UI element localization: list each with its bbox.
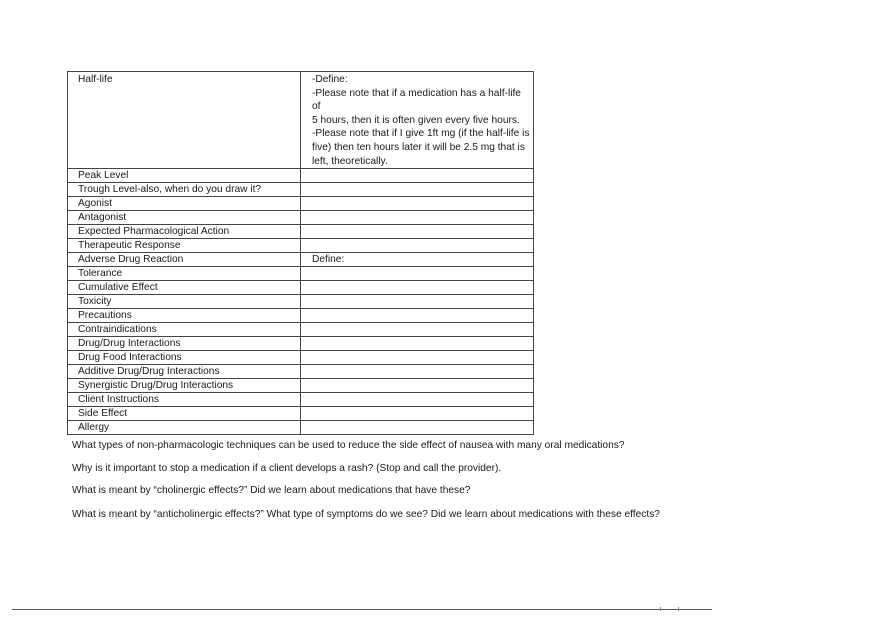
term-label: Synergistic Drug/Drug Interactions [78, 380, 234, 392]
term-cell [68, 211, 301, 225]
definition-text: Define: [312, 254, 345, 266]
table-row [68, 183, 534, 197]
definition-cell [301, 379, 534, 393]
definition-cell [301, 72, 534, 169]
term-cell [68, 253, 301, 267]
question-rash: Why is it important to stop a medication if a client develops a rash? (Stop and call the provider). [72, 463, 502, 474]
footer-divider-tick [678, 607, 679, 611]
term-cell [68, 225, 301, 239]
term-cell [68, 183, 301, 197]
term-cell [68, 239, 301, 253]
table-row [68, 407, 534, 421]
definition-line: -Define: [312, 74, 348, 85]
definition-cell [301, 239, 534, 253]
definition-cell [301, 393, 534, 407]
table-row [68, 267, 534, 281]
term-cell [68, 295, 301, 309]
term-cell [68, 337, 301, 351]
question-cholinergic: What is meant by “cholinergic effects?” Did we learn about medications that have these? [72, 485, 471, 496]
term-label: Drug/Drug Interactions [78, 338, 181, 350]
term-cell [68, 197, 301, 211]
term-cell [68, 267, 301, 281]
term-label: Adverse Drug Reaction [78, 254, 184, 266]
definition-cell [301, 225, 534, 239]
definition-cell [301, 197, 534, 211]
table-row [68, 295, 534, 309]
term-label: Allergy [78, 422, 110, 434]
table-row [68, 211, 534, 225]
term-label: Side Effect [78, 408, 128, 420]
term-label: Antagonist [78, 212, 127, 224]
definition-cell [301, 309, 534, 323]
term-label: Half-life [78, 74, 113, 85]
definition-cell [301, 169, 534, 183]
term-label: Agonist [78, 198, 112, 210]
definition-cell [301, 337, 534, 351]
term-label: Additive Drug/Drug Interactions [78, 366, 220, 378]
term-label: Cumulative Effect [78, 282, 158, 294]
definition-cell [301, 295, 534, 309]
table-row [68, 323, 534, 337]
footer-divider-tick [660, 607, 661, 611]
table-row [68, 169, 534, 183]
term-label: Drug Food Interactions [78, 352, 182, 364]
table-row [68, 365, 534, 379]
definition-line: -Please note that if I give 1ft mg (if the half-life is [312, 128, 530, 140]
table-row [68, 309, 534, 323]
definition-cell [301, 267, 534, 281]
definition-line: 5 hours, then it is often given every five hours. [312, 114, 520, 126]
table-row [68, 421, 534, 435]
term-cell [68, 407, 301, 421]
pharmacology-terms-table [67, 71, 534, 435]
definition-cell [301, 281, 534, 295]
definition-cell [301, 421, 534, 435]
table-row [68, 253, 534, 267]
term-label: Client Instructions [78, 394, 159, 406]
table-row-half-life [68, 72, 534, 169]
term-label: Peak Level [78, 170, 129, 182]
definition-cell [301, 323, 534, 337]
definition-cell [301, 211, 534, 225]
term-label: Contraindications [78, 324, 157, 336]
table-row [68, 225, 534, 239]
term-cell [68, 379, 301, 393]
table-row [68, 379, 534, 393]
footer-divider [12, 609, 712, 610]
term-cell [68, 309, 301, 323]
definition-line: left, theoretically. [312, 155, 388, 167]
question-nausea: What types of non-pharmacologic techniques can be used to reduce the side effect of nausea with many oral medications? [72, 440, 625, 451]
definition-line: -Please note that if a medication has a half-life of [312, 87, 521, 113]
definition-cell [301, 253, 534, 267]
term-cell [68, 393, 301, 407]
term-label: Therapeutic Response [78, 240, 181, 252]
table-row [68, 239, 534, 253]
definition-cell [301, 407, 534, 421]
term-cell [68, 421, 301, 435]
term-cell [68, 323, 301, 337]
definition-cell [301, 351, 534, 365]
term-label: Trough Level-also, when do you draw it? [78, 184, 262, 196]
term-cell [68, 365, 301, 379]
table-row [68, 337, 534, 351]
term-label: Expected Pharmacological Action [78, 226, 230, 238]
definition-line: five) then ten hours later it will be 2.5 mg that is [312, 141, 525, 153]
table-row [68, 351, 534, 365]
table-row [68, 393, 534, 407]
term-cell [68, 351, 301, 365]
term-label: Precautions [78, 310, 132, 322]
term-cell [68, 72, 301, 169]
definition-cell [301, 183, 534, 197]
definition-cell [301, 365, 534, 379]
term-cell [68, 169, 301, 183]
question-anticholinergic: What is meant by “anticholinergic effects?” What type of symptoms do we see? Did we learn about medications with these effects? [72, 509, 660, 520]
table-row [68, 197, 534, 211]
term-label: Toxicity [78, 296, 112, 308]
term-cell [68, 281, 301, 295]
table-row [68, 281, 534, 295]
term-label: Tolerance [78, 268, 123, 280]
